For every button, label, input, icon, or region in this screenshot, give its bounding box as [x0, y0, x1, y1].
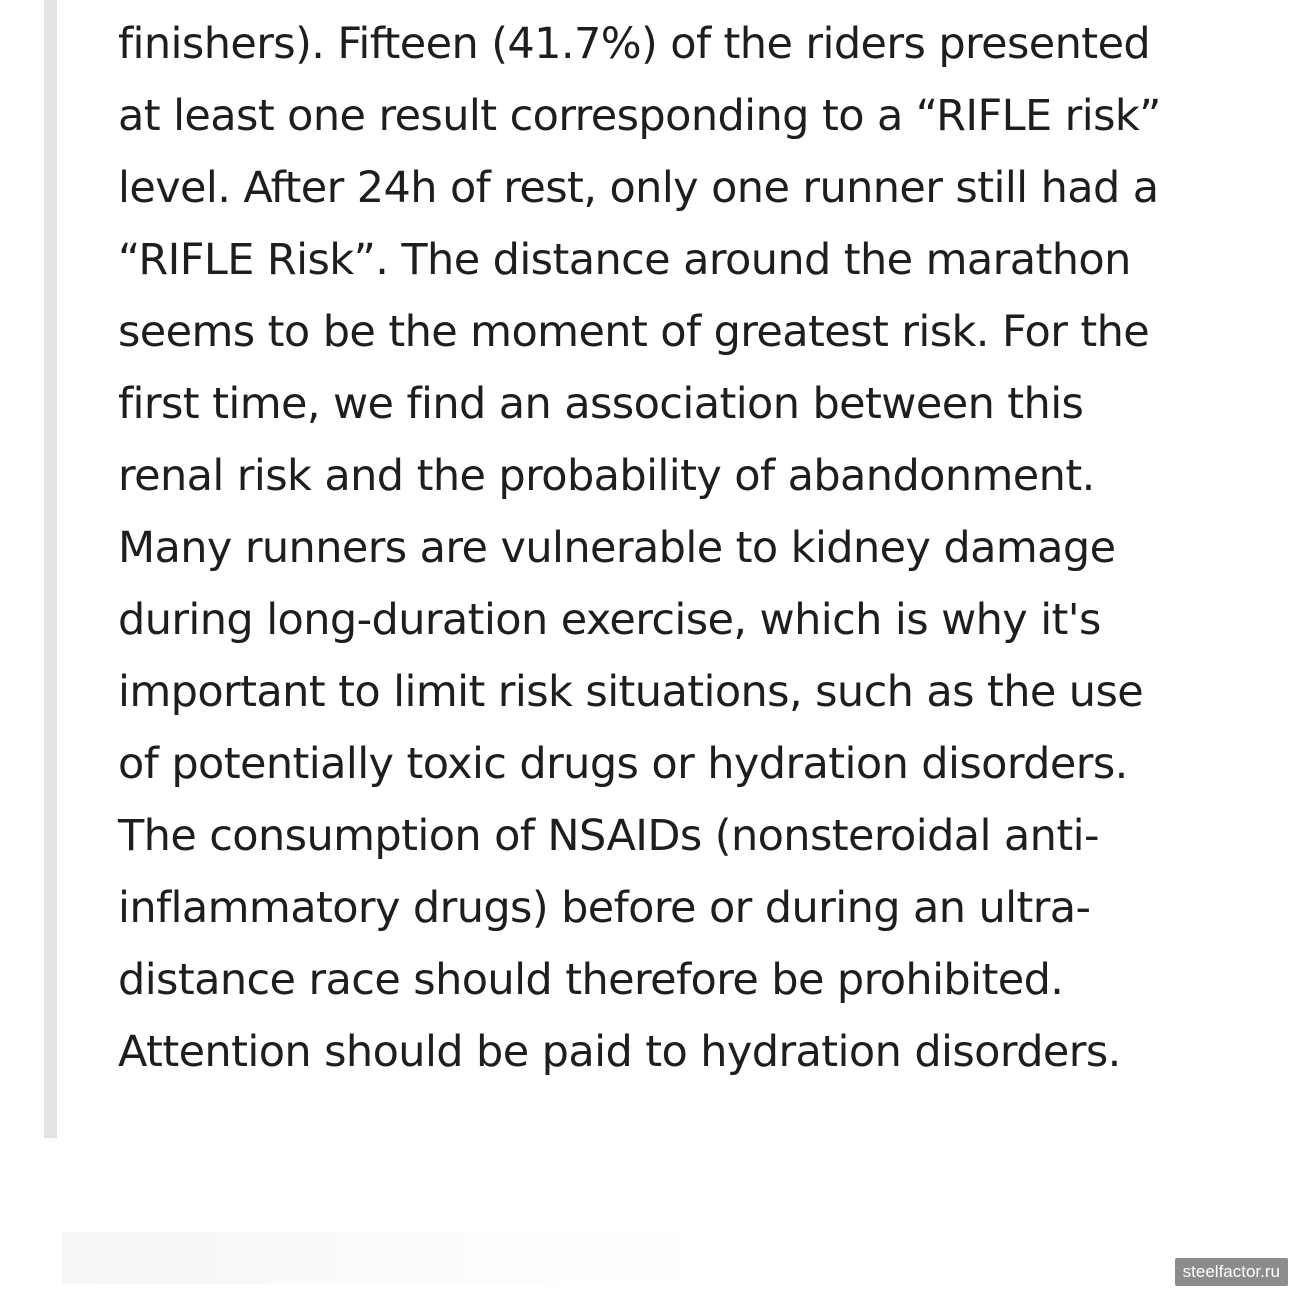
blockquote-bar: [44, 0, 57, 1138]
watermark-label: steelfactor.ru: [1175, 1258, 1288, 1286]
paragraph-line: “RIFLE Risk”. The distance around the marathon: [118, 235, 1131, 285]
faded-background-strip: [62, 1232, 722, 1284]
paragraph-line: inflammatory drugs) before or during an ultra-: [118, 883, 1091, 933]
article-paragraph: [118, 8, 1243, 1088]
paragraph-line: Attention should be paid to hydration disorders.: [118, 1027, 1121, 1077]
paragraph-line: during long-duration exercise, which is why it's: [118, 595, 1101, 645]
paragraph-line: Many runners are vulnerable to kidney damage: [118, 523, 1116, 573]
paragraph-line: The consumption of NSAIDs (nonsteroidal anti-: [118, 811, 1099, 861]
paragraph-line: distance race should therefore be prohibited.: [118, 955, 1064, 1005]
paragraph-line: renal risk and the probability of abandonment.: [118, 451, 1095, 501]
paragraph-line: finishers). Fifteen (41.7%) of the riders presented: [118, 19, 1151, 69]
paragraph-line: first time, we find an association between this: [118, 379, 1084, 429]
paragraph-line: level. After 24h of rest, only one runner still had a: [118, 163, 1159, 213]
paragraph-line: of potentially toxic drugs or hydration disorders.: [118, 739, 1128, 789]
paragraph-line: at least one result corresponding to a “RIFLE risk”: [118, 91, 1161, 141]
paragraph-line: important to limit risk situations, such as the use: [118, 667, 1144, 717]
paragraph-line: seems to be the moment of greatest risk. For the: [118, 307, 1150, 357]
